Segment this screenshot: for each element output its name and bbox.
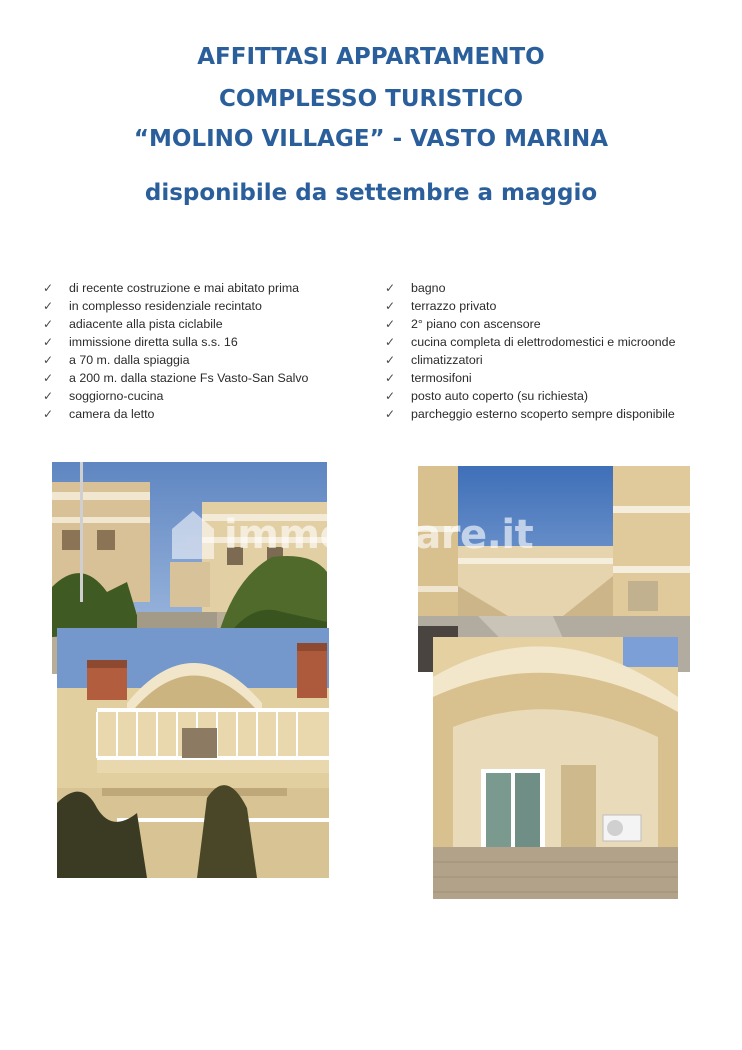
list-item: ✓ 2° piano con ascensore [385, 317, 541, 331]
photo-terrace-interior [433, 637, 678, 899]
checkmark-icon: ✓ [43, 389, 54, 403]
checkmark-icon: ✓ [43, 317, 54, 331]
list-item: ✓ soggiorno-cucina [43, 389, 164, 403]
checkmark-icon: ✓ [43, 407, 54, 421]
heading-line-2: COMPLESSO TURISTICO [218, 86, 524, 112]
checkmark-icon: ✓ [385, 299, 396, 313]
checkmark-icon: ✓ [43, 299, 54, 313]
watermark-text: immobiliare.it [224, 512, 534, 558]
list-item: ✓ immissione diretta sulla s.s. 16 [43, 335, 238, 349]
photo-terrace-arch [57, 628, 329, 878]
checkmark-icon: ✓ [43, 335, 54, 349]
list-item: ✓ cucina completa di elettrodomestici e microonde [385, 335, 676, 349]
checkmark-icon: ✓ [385, 389, 396, 403]
features-list-left [43, 279, 308, 423]
list-item: ✓ in complesso residenziale recintato [43, 299, 262, 313]
checkmark-icon: ✓ [385, 335, 396, 349]
list-item: ✓ posto auto coperto (su richiesta) [385, 389, 589, 403]
list-item: ✓ bagno [385, 281, 446, 295]
checkmark-icon: ✓ [385, 371, 396, 385]
list-item: ✓ a 70 m. dalla spiaggia [43, 353, 190, 367]
checkmark-icon: ✓ [385, 317, 396, 331]
features-list-right [385, 279, 675, 423]
list-item: ✓ a 200 m. dalla stazione Fs Vasto-San Salvo [43, 371, 309, 385]
checkmark-icon: ✓ [43, 371, 54, 385]
checkmark-icon: ✓ [385, 353, 396, 367]
list-item: ✓ termosifoni [385, 371, 472, 385]
heading-line-1: AFFITTASI APPARTAMENTO [197, 44, 545, 70]
checkmark-icon: ✓ [43, 353, 54, 367]
checkmark-icon: ✓ [385, 281, 396, 295]
list-item: ✓ parcheggio esterno scoperto sempre disponibile [385, 407, 675, 421]
list-item: ✓ adiacente alla pista ciclabile [43, 317, 223, 331]
checkmark-icon: ✓ [385, 407, 396, 421]
list-item: ✓ terrazzo privato [385, 299, 497, 313]
heading-line-3: “MOLINO VILLAGE” - VASTO MARINA [133, 126, 609, 152]
checkmark-icon: ✓ [43, 281, 54, 295]
list-item: ✓ di recente costruzione e mai abitato prima [43, 281, 300, 295]
list-item: ✓ camera da letto [43, 407, 155, 421]
availability-subtitle: disponibile da settembre a maggio [144, 180, 598, 206]
list-item: ✓ climatizzatori [385, 353, 483, 367]
